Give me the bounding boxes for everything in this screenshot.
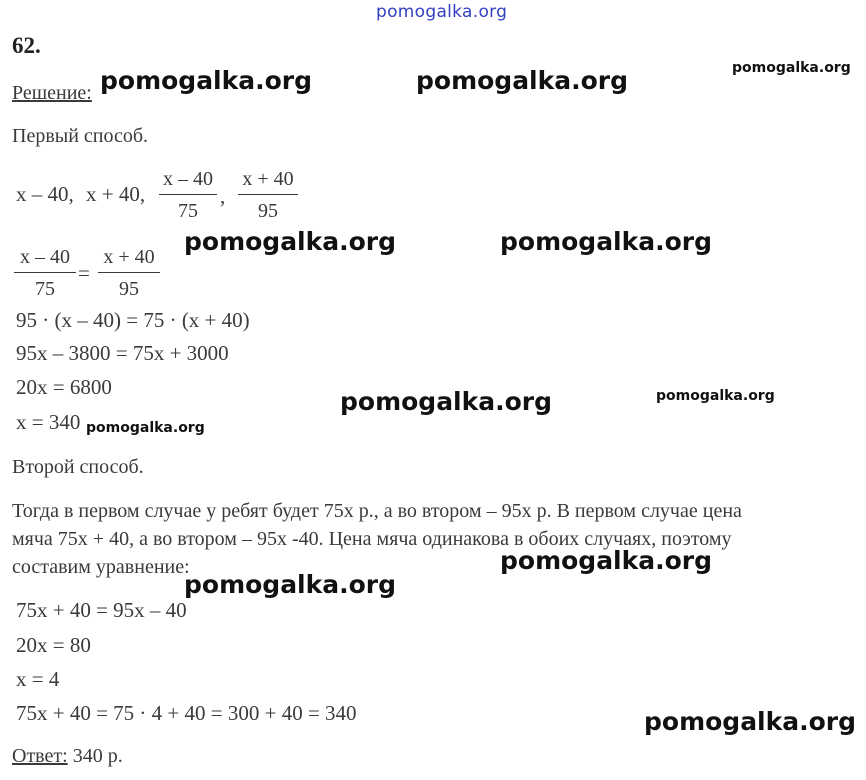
watermark: pomogalka.org: [86, 420, 205, 436]
watermark: pomogalka.org: [500, 227, 713, 256]
watermark: pomogalka.org: [100, 66, 313, 95]
watermark: pomogalka.org: [340, 387, 553, 416]
watermark: pomogalka.org: [184, 570, 397, 599]
paragraph-line: Тогда в первом случае у ребят будет 75x р., а во втором – 95x р. В первом случае цена: [12, 500, 742, 522]
step2-line: 75x + 40 = 75 · 4 + 40 = 300 + 40 = 340: [16, 701, 357, 725]
watermark-top: pomogalka.org: [376, 2, 508, 22]
answer: [12, 744, 123, 768]
watermark: pomogalka.org: [184, 227, 397, 256]
paragraph-line: составим уравнение:: [12, 556, 190, 578]
step1-line: x = 340: [16, 410, 81, 434]
separator-comma: ,: [220, 184, 226, 208]
fraction-right: x + 40 95: [98, 245, 160, 301]
equals-sign: =: [78, 261, 90, 285]
watermark: pomogalka.org: [416, 66, 629, 95]
watermark: pomogalka.org: [656, 388, 775, 404]
step1-line: 20x = 6800: [16, 375, 112, 399]
answer-value: 340 р.: [72, 745, 123, 767]
paragraph-line: мяча 75x + 40, а во втором – 95x -40. Цена мяча одинакова в обоих случаях, поэтому: [12, 528, 732, 550]
solution-label: Решение:: [12, 82, 92, 104]
watermark: pomogalka.org: [732, 60, 851, 76]
step2-line: 75x + 40 = 95x – 40: [16, 598, 187, 622]
watermark: pomogalka.org: [500, 546, 713, 575]
fraction-left: x – 40 75: [14, 245, 76, 301]
method2-title: Второй способ.: [12, 456, 144, 478]
answer-label: Ответ:: [12, 745, 68, 767]
step2-line: x = 4: [16, 667, 60, 691]
step1-line: 95 · (x – 40) = 75 · (x + 40): [16, 308, 250, 332]
expr-x-plus-40: x + 40,: [86, 182, 146, 206]
watermark: pomogalka.org: [644, 707, 857, 736]
fraction-x-plus-40-over-95: x + 40 95: [238, 167, 298, 223]
step1-line: 95x – 3800 = 75x + 3000: [16, 341, 229, 365]
expr-x-minus-40: x – 40,: [16, 182, 74, 206]
method1-title: Первый способ.: [12, 125, 149, 147]
fraction-x-minus-40-over-75: x – 40 75: [159, 167, 217, 223]
problem-number: 62.: [12, 33, 41, 58]
step2-line: 20x = 80: [16, 633, 91, 657]
